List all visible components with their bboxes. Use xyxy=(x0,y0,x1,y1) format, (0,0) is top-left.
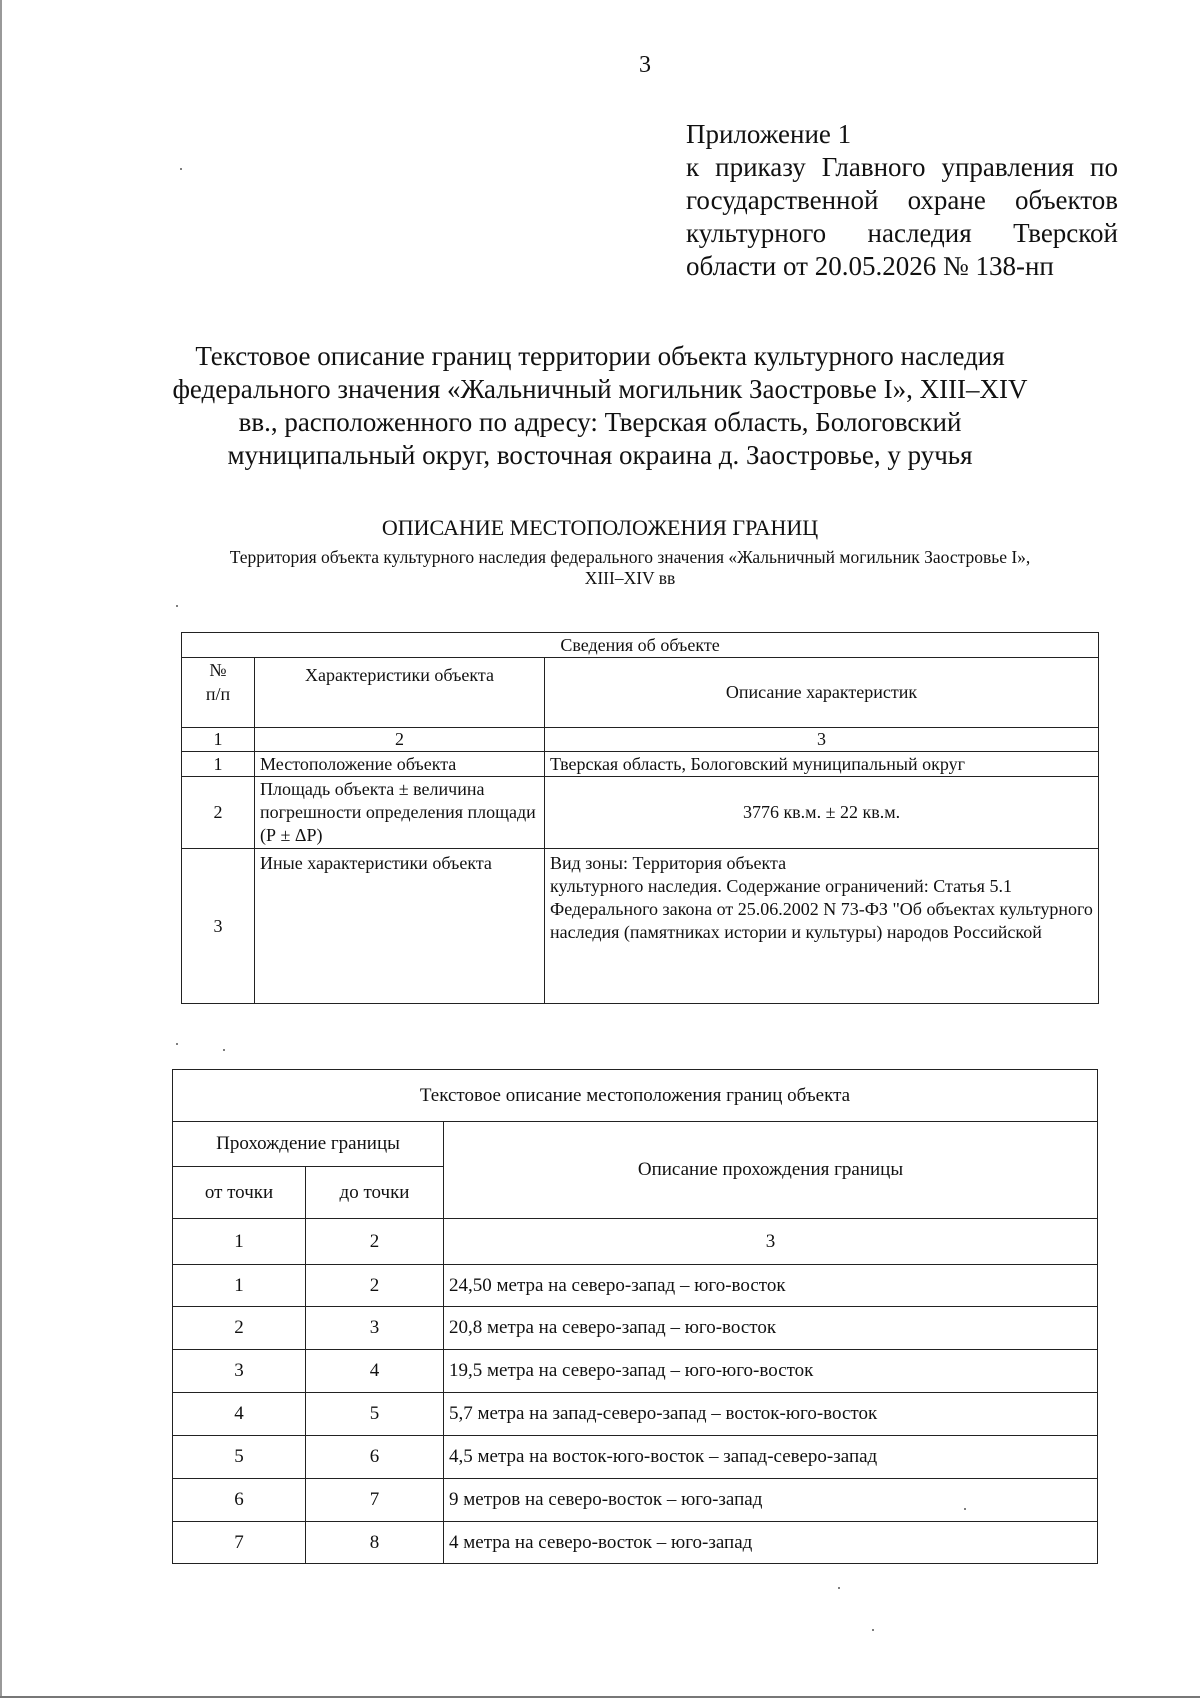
column-number: 1 xyxy=(173,1219,306,1265)
row-value: Тверская область, Бологовский муниципальный округ xyxy=(545,752,1099,777)
title-line: муниципальный округ, восточная окраина д. Заостровье, у ручья xyxy=(227,440,973,470)
table-row xyxy=(173,1436,1098,1479)
page-number: 3 xyxy=(639,52,651,78)
subtitle-line: Территория объекта культурного наследия федерального значения «Жальничный могильник Заостровье I», xyxy=(229,547,1031,567)
row-value: 3776 кв.м. ± 22 кв.м. xyxy=(545,777,1099,849)
appendix-header xyxy=(686,118,1118,283)
from-point: 4 xyxy=(173,1393,306,1436)
section-title: ОПИСАНИЕ МЕСТОПОЛОЖЕНИЯ ГРАНИЦ xyxy=(381,515,819,540)
header-from-point: от точки xyxy=(173,1167,306,1219)
table-row xyxy=(173,1393,1098,1436)
column-number: 1 xyxy=(182,728,255,752)
table-row xyxy=(173,1265,1098,1307)
table-row xyxy=(173,1307,1098,1350)
header-boundary-passage: Прохождение границы xyxy=(173,1122,444,1167)
value-line: Вид зоны: Территория объекта xyxy=(550,853,787,873)
from-point: 2 xyxy=(173,1307,306,1350)
row-name: Местоположение объекта xyxy=(255,752,545,777)
from-point: 1 xyxy=(173,1265,306,1307)
table-row xyxy=(173,1479,1098,1522)
scan-speck xyxy=(838,1587,840,1589)
section-subtitle xyxy=(170,547,1090,589)
boundary-description: 20,8 метра на северо-запад – юго-восток xyxy=(444,1307,1098,1350)
scan-speck xyxy=(176,1043,178,1045)
from-point: 3 xyxy=(173,1350,306,1393)
row-name: Иные характеристики объекта xyxy=(255,849,545,1004)
header-to-point: до точки xyxy=(306,1167,444,1219)
scan-speck xyxy=(176,605,178,607)
table-row xyxy=(173,1522,1098,1564)
table-caption: Сведения об объекте xyxy=(182,633,1099,658)
row-number: 2 xyxy=(182,777,255,849)
header-characteristic: Характеристики объекта xyxy=(255,658,545,728)
column-number: 2 xyxy=(255,728,545,752)
boundary-table xyxy=(172,1069,1098,1564)
to-point: 7 xyxy=(306,1479,444,1522)
table-row xyxy=(182,777,1099,849)
table-row xyxy=(182,752,1099,777)
column-number: 3 xyxy=(444,1219,1098,1265)
header-number: № п/п xyxy=(182,658,255,728)
to-point: 3 xyxy=(306,1307,444,1350)
appendix-line: государственной охране объектов xyxy=(686,185,1118,215)
to-point: 4 xyxy=(306,1350,444,1393)
scan-speck xyxy=(180,168,182,170)
column-number: 2 xyxy=(306,1219,444,1265)
row-name: Площадь объекта ± величина погрешности определения площади (Р ± ΔР) xyxy=(255,777,545,849)
boundary-description: 4,5 метра на восток-юго-восток – запад-северо-запад xyxy=(444,1436,1098,1479)
to-point: 5 xyxy=(306,1393,444,1436)
column-number: 3 xyxy=(545,728,1099,752)
title-line: федерального значения «Жальничный могильник Заостровье I», XIII–XIV xyxy=(172,374,1028,404)
title-line: вв., расположенного по адресу: Тверская область, Бологовский xyxy=(238,407,962,437)
from-point: 6 xyxy=(173,1479,306,1522)
to-point: 8 xyxy=(306,1522,444,1564)
scan-speck xyxy=(872,1629,874,1631)
row-number: 1 xyxy=(182,752,255,777)
document-title xyxy=(150,340,1050,472)
appendix-line: Приложение 1 xyxy=(686,119,852,149)
table-caption: Текстовое описание местоположения границ объекта xyxy=(173,1070,1098,1122)
boundary-description: 19,5 метра на северо-запад – юго-юго-восток xyxy=(444,1350,1098,1393)
row-value xyxy=(545,849,1099,1004)
table-row xyxy=(173,1350,1098,1393)
title-line: Текстовое описание границ территории объекта культурного наследия xyxy=(195,341,1005,371)
from-point: 5 xyxy=(173,1436,306,1479)
scan-edge xyxy=(0,0,2,1698)
appendix-line: культурного наследия Тверской xyxy=(686,218,1118,248)
from-point: 7 xyxy=(173,1522,306,1564)
to-point: 6 xyxy=(306,1436,444,1479)
appendix-line: области от 20.05.2026 № 138-нп xyxy=(686,251,1054,281)
scan-speck xyxy=(223,1049,225,1051)
header-description: Описание прохождения границы xyxy=(444,1122,1098,1219)
scan-speck xyxy=(964,1508,966,1510)
row-number: 3 xyxy=(182,849,255,1004)
subtitle-line: XIII–XIV вв xyxy=(584,568,676,588)
boundary-description: 4 метра на северо-восток – юго-запад xyxy=(444,1522,1098,1564)
table-row xyxy=(182,849,1099,1004)
to-point: 2 xyxy=(306,1265,444,1307)
boundary-description: 24,50 метра на северо-запад – юго-восток xyxy=(444,1265,1098,1307)
boundary-description: 9 метров на северо-восток – юго-запад xyxy=(444,1479,1098,1522)
appendix-line: к приказу Главного управления по xyxy=(686,152,1118,182)
object-info-table xyxy=(181,632,1099,1004)
boundary-description: 5,7 метра на запад-северо-запад – восток-юго-восток xyxy=(444,1393,1098,1436)
header-description: Описание характеристик xyxy=(545,658,1099,728)
value-line: культурного наследия. Содержание ограничений: Статья 5.1 Федерального закона от 25.06.2002 N 73-ФЗ "Об объектах культурного наследия (памятниках истории и культуры) народов Российской xyxy=(550,876,1093,942)
